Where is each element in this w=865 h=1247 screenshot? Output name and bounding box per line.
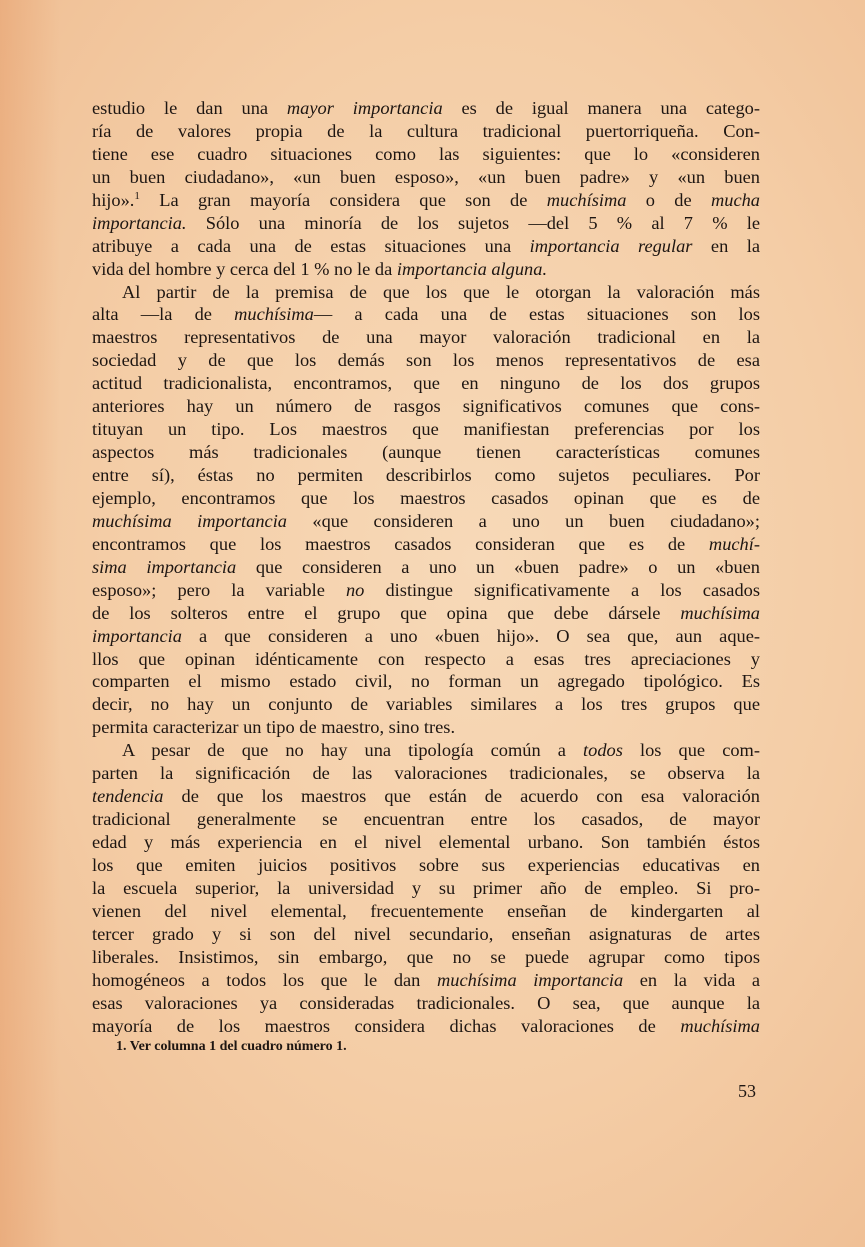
text-span: Al partir de la premisa de que los que le otorgan la valoración más — [122, 281, 760, 302]
text-span: permita caracterizar un tipo de maestro, sino tres. — [92, 717, 456, 738]
body-text — [92, 97, 760, 1037]
text-line — [92, 166, 760, 189]
text-line — [92, 648, 760, 671]
text-span: sociedad y de que los demás son los menos representativos de esa — [92, 350, 760, 371]
italic-text: no — [345, 579, 365, 600]
text-span: aspectos más tradicionales (aunque tienen características comunes — [92, 442, 760, 463]
text-span: edad y más experiencia en el nivel elemental urbano. Son también éstos — [92, 832, 760, 852]
italic-text: importancia regular — [529, 235, 693, 256]
text-span: distingue significativamente a los casados — [364, 579, 760, 600]
text-span: o de — [626, 189, 711, 210]
text-span: — a cada una de estas situaciones son los — [313, 304, 761, 325]
italic-text: mayor importancia — [286, 98, 443, 118]
text-line — [92, 900, 760, 923]
paragraph — [92, 739, 760, 1037]
italic-text: muchísima — [680, 1015, 760, 1036]
italic-text: importancia. — [92, 212, 187, 233]
text-span: hijo». — [92, 189, 135, 210]
text-line — [92, 303, 760, 326]
text-span: ría de valores propia de la cultura tradicional puertorriqueña. Con- — [92, 120, 760, 141]
footnote-ref: 1 — [134, 189, 140, 202]
text-line — [92, 693, 760, 716]
text-span: «que consideren a uno un buen ciudadano»; — [287, 510, 760, 531]
text-line — [92, 716, 760, 739]
text-line — [92, 785, 760, 808]
text-span: los que com- — [622, 740, 760, 761]
text-span: vida del hombre y cerca del 1 % no le da — [92, 258, 397, 279]
text-line — [92, 579, 760, 602]
italic-text: sima importancia — [92, 556, 237, 577]
page-number: 53 — [738, 1081, 756, 1101]
text-span: un buen ciudadano», «un buen esposo», «un buen padre» y «un buen — [92, 166, 760, 187]
text-line — [92, 533, 760, 556]
paragraph — [92, 281, 760, 740]
text-span: Sólo una minoría de los sujetos —del 5 % al 7 % le — [186, 212, 760, 233]
text-span: esas valoraciones ya consideradas tradicionales. O sea, que aunque la — [92, 992, 760, 1013]
text-line — [92, 395, 760, 418]
text-line — [92, 877, 760, 900]
text-line — [92, 441, 760, 464]
text-line — [92, 969, 760, 992]
text-span: encontramos que los maestros casados consideran que es de — [92, 533, 709, 554]
text-span: maestros representativos de una mayor valoración tradicional en la — [92, 327, 760, 348]
italic-text: muchísima importancia — [436, 969, 624, 990]
text-line — [92, 143, 760, 166]
text-span: llos que opinan idénticamente con respecto a esas tres apreciaciones y — [92, 648, 760, 669]
text-line — [92, 120, 760, 143]
text-span: anteriores hay un número de rasgos significativos comunes que cons- — [92, 396, 760, 417]
text-line — [92, 625, 760, 648]
italic-text: muchí- — [708, 533, 760, 554]
text-line — [92, 1015, 760, 1038]
italic-text: muchísima — [234, 304, 314, 325]
text-line — [92, 510, 760, 533]
text-span: liberales. Insistimos, sin embargo, que no se puede agrupar como tipos — [92, 946, 760, 967]
text-line — [92, 946, 760, 969]
text-span: comparten el mismo estado civil, no forman un agregado tipológico. Es — [92, 671, 760, 692]
text-line — [92, 281, 760, 304]
text-span: en la — [692, 235, 760, 256]
text-line — [92, 372, 760, 395]
text-line — [92, 762, 760, 785]
text-line — [92, 97, 760, 120]
italic-text: muchísima — [546, 189, 627, 210]
text-line — [92, 235, 760, 258]
text-span: entre sí), éstas no permiten describirlos como sujetos peculiares. Por — [92, 465, 760, 485]
italic-text: importancia — [92, 625, 182, 646]
text-line — [92, 212, 760, 235]
text-line — [92, 739, 760, 762]
text-span: actitud tradicionalista, encontramos, que en ninguno de los dos grupos — [92, 373, 760, 394]
text-line — [92, 258, 760, 281]
italic-text: muchísima importancia — [92, 510, 287, 531]
text-span: esposo»; pero la variable — [92, 579, 346, 600]
text-span: mayoría de los maestros considera dichas valoraciones de — [92, 1015, 681, 1036]
italic-text: todos — [583, 740, 623, 761]
text-line — [92, 189, 760, 212]
text-line — [92, 923, 760, 946]
text-span: homogéneos a todos los que le dan — [92, 969, 437, 990]
text-span: los que emiten juicios positivos sobre sus experiencias educativas en — [92, 854, 760, 875]
text-line — [92, 854, 760, 877]
page-shadow — [0, 0, 60, 1247]
text-line — [92, 670, 760, 693]
text-span: tradicional generalmente se encuentran entre los casados, de mayor — [92, 809, 760, 830]
italic-text: tendencia — [92, 786, 164, 807]
text-span: de los solteros entre el grupo que opina que debe dársele — [92, 602, 681, 623]
text-span: que consideren a uno un «buen padre» o un «buen — [236, 556, 761, 577]
text-span: atribuye a cada una de estas situaciones una — [92, 235, 530, 256]
text-span: de que los maestros que están de acuerdo con esa valoración — [163, 786, 760, 807]
text-span: tiene ese cuadro situaciones como las siguientes: que lo «consideren — [92, 143, 760, 164]
text-line — [92, 464, 760, 487]
text-line — [92, 349, 760, 372]
text-span: a que consideren a uno «buen hijo». O sea que, aun aque- — [181, 625, 760, 646]
text-line — [92, 602, 760, 625]
text-line — [92, 831, 760, 854]
italic-text: importancia alguna. — [396, 258, 548, 279]
text-span: parten la significación de las valoraciones tradicionales, se observa la — [92, 763, 760, 784]
text-span: estudio le dan una — [92, 98, 287, 118]
text-span: La gran mayoría considera que son de — [139, 189, 547, 210]
text-line — [92, 418, 760, 441]
text-span: tituyan un tipo. Los maestros que manifiestan preferencias por los — [92, 419, 760, 440]
text-span: ejemplo, encontramos que los maestros casados opinan que es de — [92, 487, 760, 508]
text-span: A pesar de que no hay una tipología común a — [122, 740, 584, 761]
paragraph — [92, 97, 760, 281]
text-span: es de igual manera una catego- — [442, 98, 760, 118]
italic-text: mucha — [710, 189, 760, 210]
text-line — [92, 556, 760, 579]
italic-text: muchísima — [680, 602, 760, 623]
text-span: en la vida a — [623, 969, 760, 990]
text-span: decir, no hay un conjunto de variables similares a los tres grupos que — [92, 694, 760, 715]
text-span: vienen del nivel elemental, frecuentemente enseñan de kindergarten al — [92, 900, 760, 921]
text-span: la escuela superior, la universidad y su primer año de empleo. Si pro- — [92, 877, 760, 898]
text-line — [92, 808, 760, 831]
text-line — [92, 487, 760, 510]
text-span: alta —la de — [92, 304, 235, 325]
text-line — [92, 326, 760, 349]
footnote: 1. Ver columna 1 del cuadro número 1. — [116, 1039, 347, 1054]
text-line — [92, 992, 760, 1015]
text-span: tercer grado y si son del nivel secundario, enseñan asignaturas de artes — [92, 923, 760, 944]
